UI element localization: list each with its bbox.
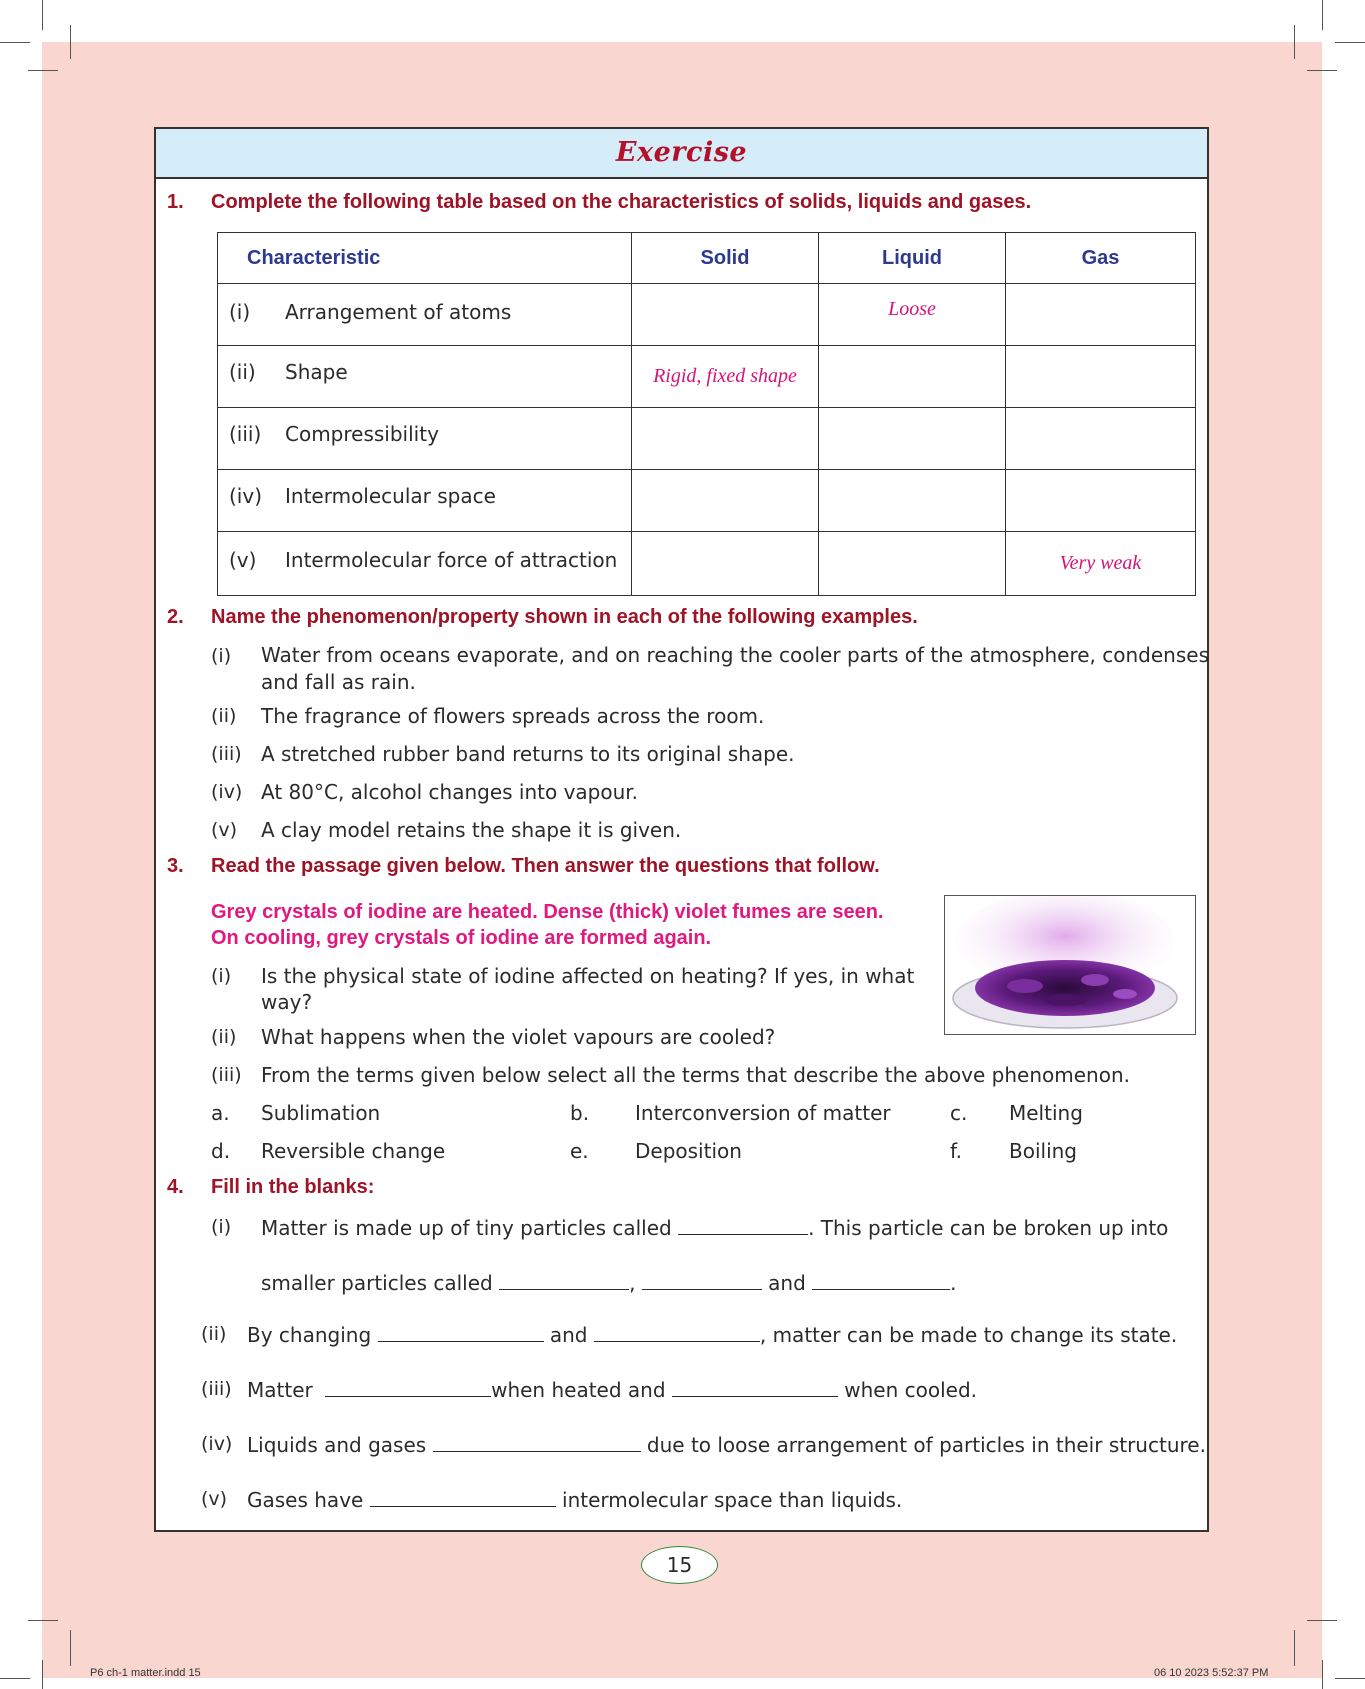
crop-mark (1294, 25, 1295, 59)
q3-item-text: Is the physical state of iodine affected on heating? If yes, in what (261, 964, 915, 988)
crop-mark (1335, 42, 1365, 43)
exercise-heading-band (156, 129, 1207, 179)
solid-answer-cell[interactable]: Rigid, fixed shape (632, 346, 819, 408)
crop-mark (70, 1630, 71, 1666)
fill-blank-line (247, 1431, 1206, 1458)
header-solid: Solid (632, 233, 819, 284)
q2-item-number: (i) (211, 645, 232, 667)
fill-text: Gases have (247, 1488, 364, 1512)
passage-line-2: On cooling, grey crystals of iodine are formed again. (211, 927, 712, 949)
fill-text: . This particle can be broken up into (808, 1216, 1169, 1240)
question-4-number: 4. (167, 1176, 184, 1198)
answer-blank[interactable] (678, 1214, 808, 1235)
option-letter: c. (950, 1101, 968, 1125)
fill-text: Liquids and gases (247, 1433, 427, 1457)
fill-text: when cooled. (844, 1378, 978, 1402)
crop-mark (1307, 1620, 1337, 1621)
fill-blank-line (247, 1376, 977, 1403)
fill-blank-line (247, 1486, 902, 1513)
gas-answer-cell[interactable] (1006, 408, 1196, 470)
answer-blank[interactable] (378, 1321, 544, 1342)
gas-answer-cell[interactable] (1006, 346, 1196, 408)
exercise-heading: Exercise (615, 137, 748, 168)
table-header-row (218, 233, 1196, 284)
solid-answer-cell[interactable] (632, 532, 819, 596)
table-row (218, 470, 1196, 532)
liquid-answer-cell[interactable] (819, 346, 1006, 408)
page-number: 15 (641, 1546, 718, 1584)
crop-mark (1322, 1660, 1323, 1689)
crop-mark (1322, 0, 1323, 30)
option-letter: e. (570, 1139, 589, 1163)
row-number: (ii) (229, 360, 256, 384)
fill-text: intermolecular space than liquids. (562, 1488, 903, 1512)
option-letter: d. (211, 1139, 231, 1163)
liquid-answer-cell[interactable]: Loose (819, 284, 1006, 346)
question-3-number: 3. (167, 855, 184, 877)
answer-blank[interactable] (499, 1269, 629, 1290)
question-1-text: Complete the following table based on the characteristics of solids, liquids and gases. (211, 191, 1032, 213)
q2-item-text: The fragrance of flowers spreads across the room. (261, 704, 765, 728)
fill-text: and (768, 1271, 806, 1295)
table-row (218, 532, 1196, 596)
answer-blank[interactable] (672, 1376, 838, 1397)
row-label-cell (218, 408, 632, 470)
iodine-crystals-image (944, 895, 1196, 1035)
passage-line-1: Grey crystals of iodine are heated. Dense (thick) violet fumes are seen. (211, 901, 884, 923)
q3-item-text-continued: way? (261, 990, 313, 1014)
crop-mark (42, 1660, 43, 1689)
q4-item-number: (i) (211, 1216, 232, 1238)
option-melting: Melting (1009, 1101, 1083, 1125)
fill-text: and (549, 1323, 588, 1347)
q3-item-number: (iii) (211, 1064, 242, 1086)
crop-mark (1307, 70, 1337, 71)
question-3-text: Read the passage given below. Then answer the questions that follow. (211, 855, 880, 877)
liquid-answer-cell[interactable] (819, 470, 1006, 532)
fill-text: By changing (247, 1323, 372, 1347)
row-label-cell (218, 532, 632, 596)
exercise-sheet (154, 127, 1209, 1532)
fill-text: , (629, 1271, 636, 1295)
q3-item-number: (ii) (211, 1026, 237, 1048)
row-characteristic: Compressibility (285, 422, 439, 446)
fill-blank-line (261, 1269, 957, 1296)
file-slug: P6 ch-1 matter.indd 15 (90, 1667, 201, 1679)
q3-item-text: What happens when the violet vapours are cooled? (261, 1025, 776, 1049)
fill-text: . (950, 1271, 957, 1295)
crop-mark (0, 1678, 30, 1679)
q4-item-number: (iv) (201, 1433, 233, 1455)
gas-answer-cell[interactable] (1006, 470, 1196, 532)
row-label-cell (218, 346, 632, 408)
option-letter: f. (950, 1139, 962, 1163)
header-characteristic: Characteristic (218, 233, 632, 284)
row-number: (iv) (229, 484, 262, 508)
q2-item-number: (ii) (211, 705, 237, 727)
option-letter: b. (570, 1101, 590, 1125)
q2-item-text: A clay model retains the shape it is given. (261, 818, 682, 842)
fill-text: due to loose arrangement of particles in their structure. (646, 1433, 1206, 1457)
q2-item-number: (iv) (211, 781, 243, 803)
answer-blank[interactable] (370, 1486, 556, 1507)
answer-blank[interactable] (433, 1431, 641, 1452)
header-liquid: Liquid (819, 233, 1006, 284)
date-slug: 06 10 2023 5:52:37 PM (1154, 1667, 1269, 1679)
crop-mark (0, 42, 30, 43)
row-label-cell (218, 284, 632, 346)
answer-blank[interactable] (325, 1376, 491, 1397)
option-deposition: Deposition (635, 1139, 742, 1163)
row-characteristic: Intermolecular force of attraction (285, 548, 618, 572)
row-characteristic: Shape (285, 360, 348, 384)
row-characteristic: Arrangement of atoms (285, 300, 512, 324)
crop-mark (28, 1620, 58, 1621)
q2-item-number: (iii) (211, 743, 242, 765)
q3-item-text: From the terms given below select all the terms that describe the above phenomenon. (261, 1063, 1130, 1087)
row-number: (i) (229, 300, 251, 324)
table-row (218, 284, 1196, 346)
crop-mark (70, 25, 71, 59)
question-2-number: 2. (167, 606, 184, 628)
q2-item-number: (v) (211, 819, 238, 841)
answer-blank[interactable] (594, 1321, 760, 1342)
row-characteristic: Intermolecular space (285, 484, 496, 508)
option-interconversion: Interconversion of matter (635, 1101, 891, 1125)
q4-item-number: (v) (201, 1488, 228, 1510)
row-number: (v) (229, 548, 257, 572)
question-1-number: 1. (167, 191, 184, 213)
fill-text: when heated and (491, 1378, 666, 1402)
table-row (218, 346, 1196, 408)
crop-mark (42, 0, 43, 30)
crop-mark (1335, 1678, 1365, 1679)
q2-item-text: At 80°C, alcohol changes into vapour. (261, 780, 639, 804)
q2-item-text-continued: and fall as rain. (261, 670, 416, 694)
fill-blank-line (247, 1321, 1177, 1348)
iodine-dish-illustration (945, 896, 1195, 1034)
gas-answer-cell[interactable]: Very weak (1006, 532, 1196, 596)
crop-mark (1294, 1630, 1295, 1666)
q2-item-text: A stretched rubber band returns to its original shape. (261, 742, 795, 766)
solid-answer-cell[interactable] (632, 408, 819, 470)
question-2-text: Name the phenomenon/property shown in each of the following examples. (211, 606, 918, 628)
fill-blank-line (261, 1214, 1168, 1241)
option-letter: a. (211, 1101, 230, 1125)
crop-mark (28, 70, 58, 71)
solid-answer-cell[interactable] (632, 470, 819, 532)
fill-text: Matter is made up of tiny particles called (261, 1216, 672, 1240)
solid-answer-cell[interactable] (632, 284, 819, 346)
states-of-matter-table (217, 232, 1196, 596)
option-boiling: Boiling (1009, 1139, 1077, 1163)
liquid-answer-cell[interactable] (819, 408, 1006, 470)
header-gas: Gas (1006, 233, 1196, 284)
fill-text: , matter can be made to change its state. (759, 1323, 1178, 1347)
liquid-answer-cell[interactable] (819, 532, 1006, 596)
q4-item-number: (iii) (201, 1378, 232, 1400)
row-number: (iii) (229, 422, 262, 446)
answer-blank[interactable] (812, 1269, 950, 1290)
fill-text: smaller particles called (261, 1271, 493, 1295)
row-label-cell (218, 470, 632, 532)
question-4-text: Fill in the blanks: (211, 1176, 375, 1198)
table-row (218, 408, 1196, 470)
fill-text: Matter (247, 1378, 313, 1402)
q4-item-number: (ii) (201, 1323, 227, 1345)
answer-blank[interactable] (642, 1269, 762, 1290)
q3-item-number: (i) (211, 965, 232, 987)
gas-answer-cell[interactable] (1006, 284, 1196, 346)
q2-item-text: Water from oceans evaporate, and on reaching the cooler parts of the atmosphere, condenses (261, 643, 1209, 667)
option-sublimation: Sublimation (261, 1101, 381, 1125)
option-reversible-change: Reversible change (261, 1139, 446, 1163)
